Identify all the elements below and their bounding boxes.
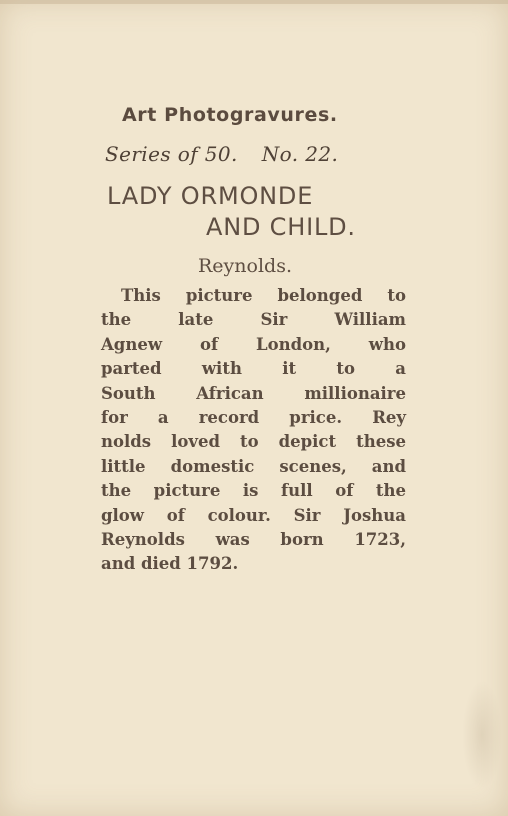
- description-line: Reynolds was born 1723,: [101, 529, 406, 549]
- description-line: the late Sir William: [101, 310, 406, 330]
- description-line: for a record price. Rey: [101, 407, 406, 427]
- description-line: parted with it to a: [101, 359, 406, 379]
- top-edge-wear: [0, 0, 508, 4]
- series-heading: Art Photogravures.: [122, 104, 338, 126]
- description-line: the picture is full of the: [101, 481, 406, 501]
- edge-stain: [462, 680, 502, 790]
- description-line: Agnew of London, who: [101, 334, 406, 354]
- description-line: This picture belonged to: [121, 286, 406, 305]
- card-number: No. 22.: [261, 142, 339, 166]
- title-line-2: AND CHILD.: [206, 213, 356, 241]
- painter-name: Reynolds.: [198, 255, 292, 277]
- description-line: glow of colour. Sir Joshua: [101, 505, 406, 525]
- series-label: Series of 50.: [105, 142, 238, 166]
- description-line: little domestic scenes, and: [101, 456, 406, 476]
- description-line: South African millionaire: [101, 383, 406, 403]
- description: [101, 284, 406, 577]
- title-line-1: LADY ORMONDE: [107, 182, 314, 210]
- description-line: and died 1792.: [101, 554, 239, 574]
- description-line: nolds loved to depict these: [101, 432, 406, 452]
- series-number-line: [105, 142, 338, 166]
